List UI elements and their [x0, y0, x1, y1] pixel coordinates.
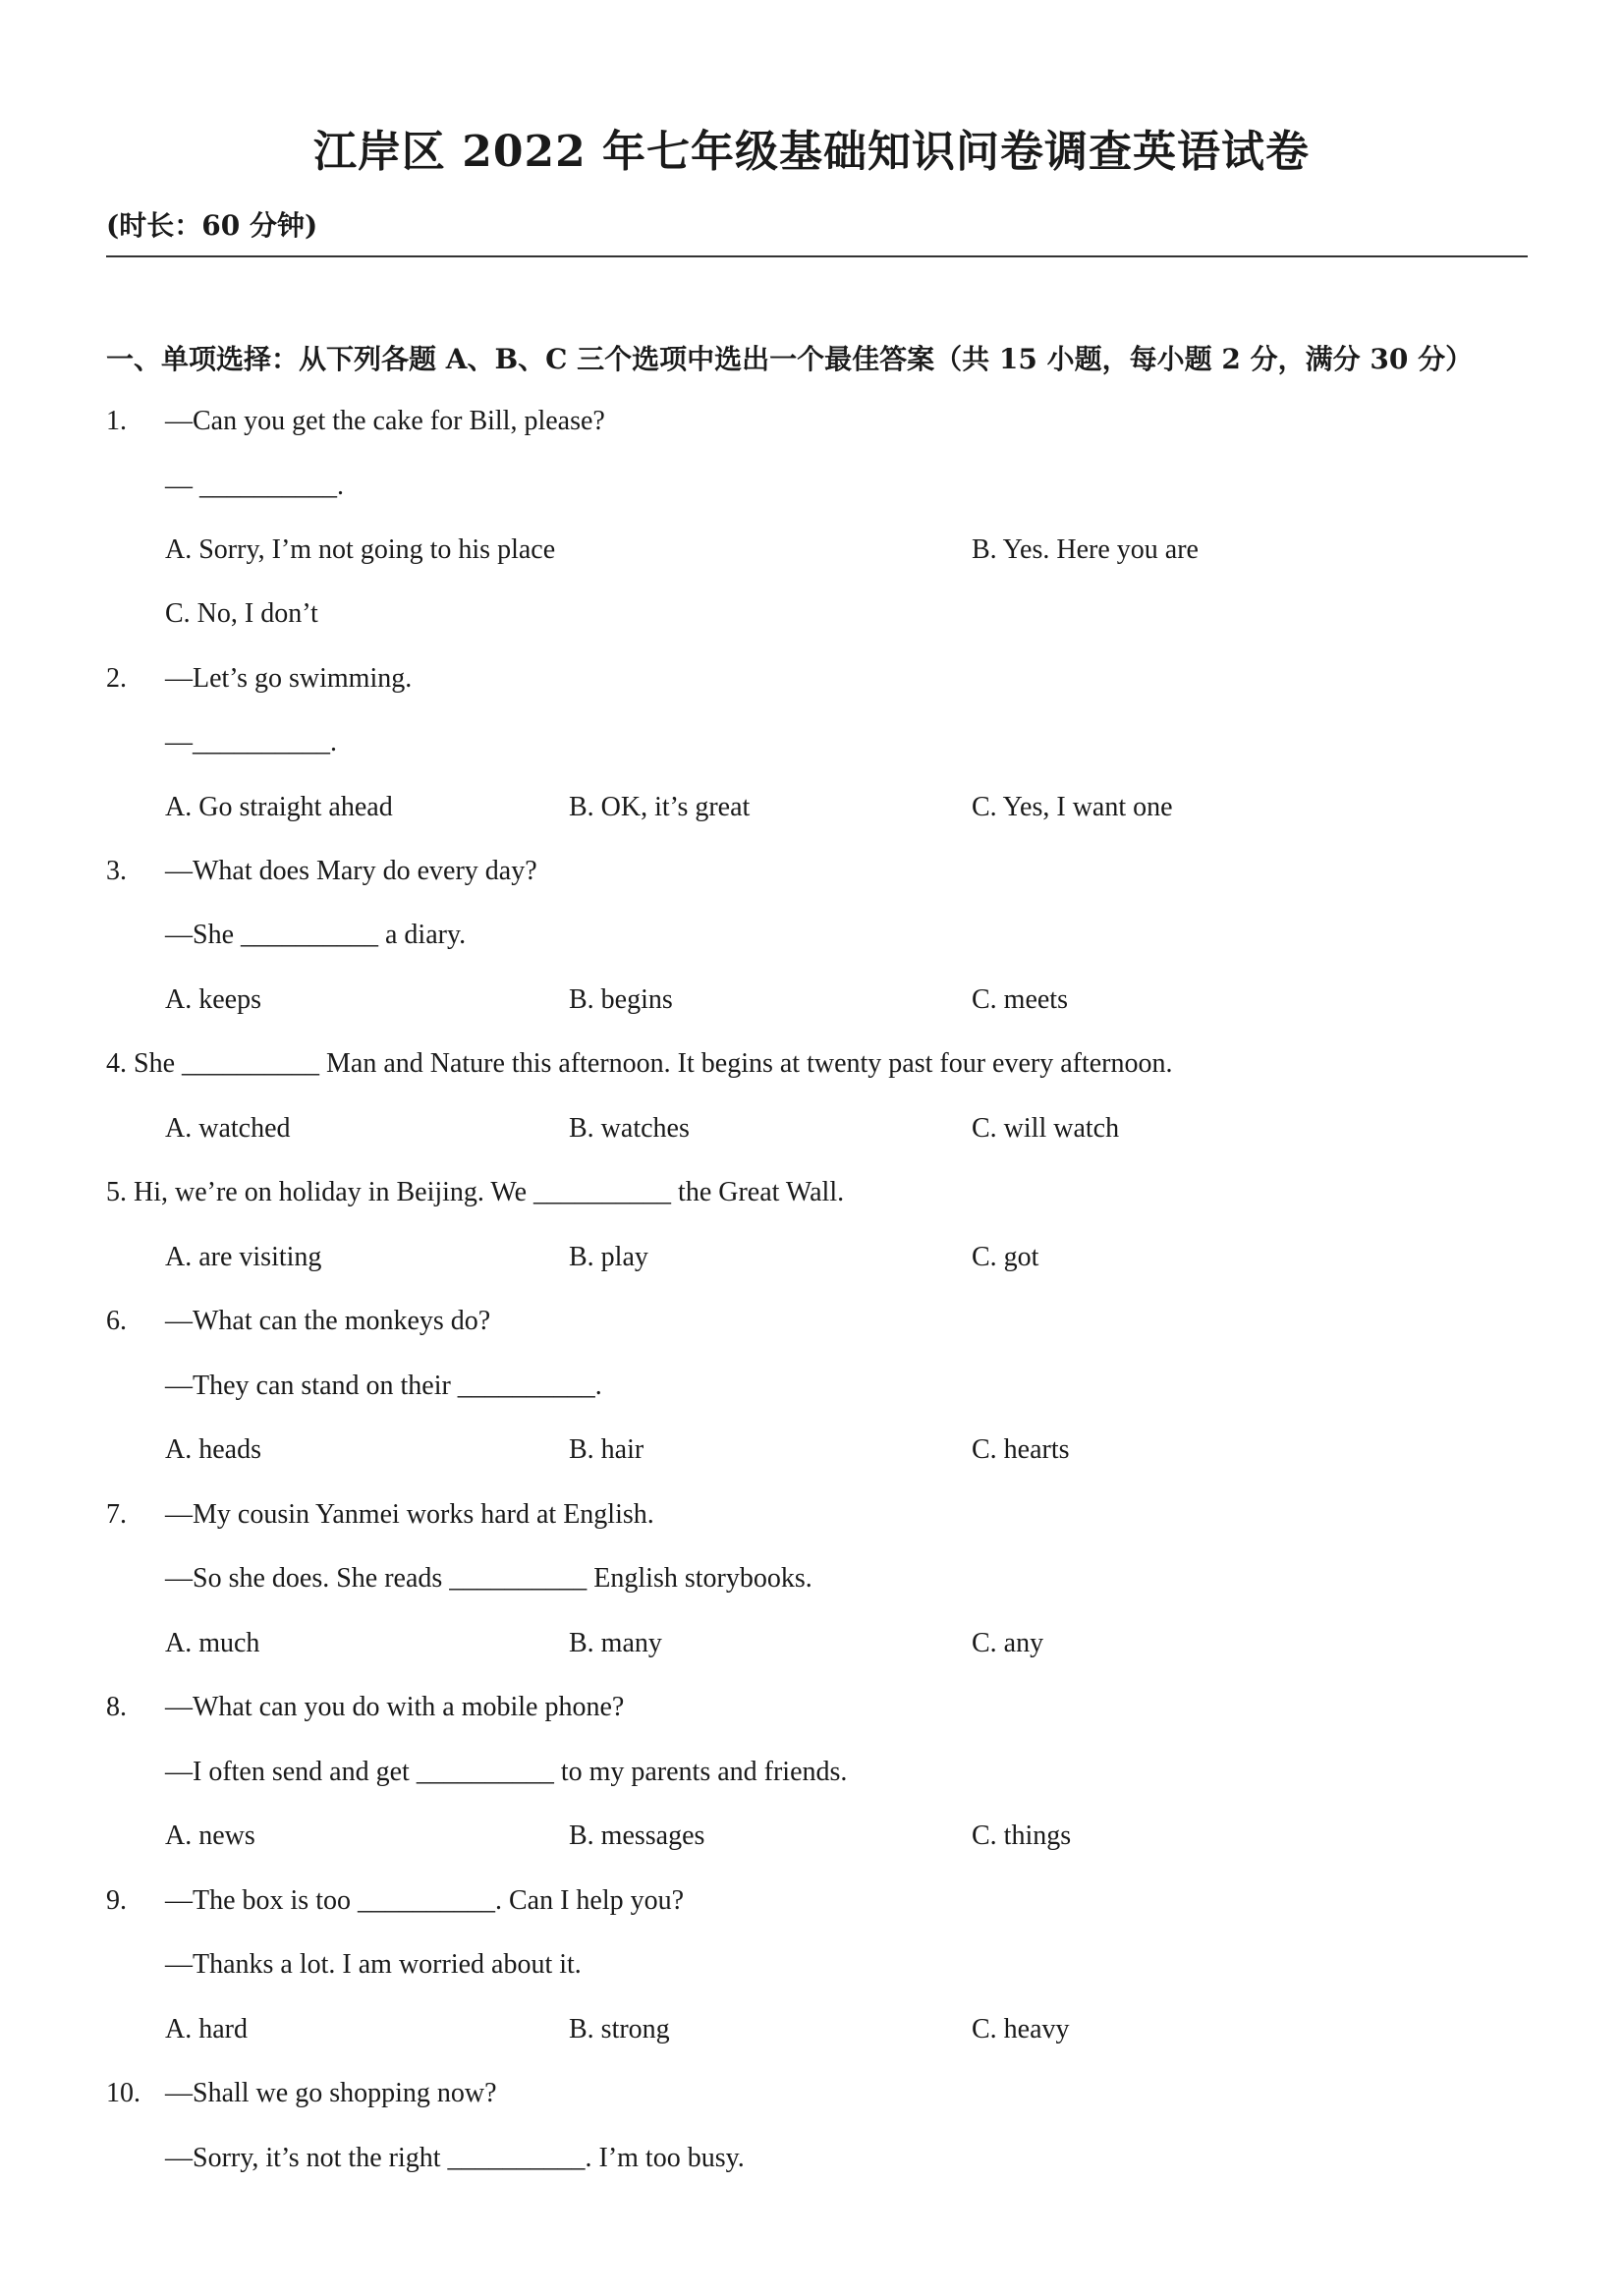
question-stem: —Can you get the cake for Bill, please?	[165, 406, 605, 436]
question-response: —__________.	[165, 727, 337, 757]
option-b: B. play	[569, 1242, 648, 1272]
option-c: C. things	[972, 1820, 1072, 1851]
question-number: 1.	[106, 406, 127, 436]
option-c: C. heavy	[972, 2014, 1070, 2044]
question-response: —Sorry, it’s not the right __________. I’m too busy.	[165, 2143, 745, 2173]
question-response: —They can stand on their __________.	[165, 1371, 602, 1401]
option-c: C. Yes, I want one	[972, 792, 1173, 822]
option-b: B. strong	[569, 2014, 670, 2044]
option-b: B. messages	[569, 1820, 705, 1851]
question-stem: —What can the monkeys do?	[165, 1306, 491, 1336]
option-b: B. hair	[569, 1434, 644, 1465]
option-c: C. any	[972, 1628, 1044, 1658]
option-a: A. Go straight ahead	[165, 792, 393, 822]
option-a: A. watched	[165, 1113, 291, 1144]
question-stem: —My cousin Yanmei works hard at English.	[165, 1499, 654, 1530]
option-c: C. meets	[972, 984, 1068, 1015]
option-a: A. heads	[165, 1434, 261, 1465]
question-number: 3.	[106, 856, 127, 886]
question-stem: 4. She __________ Man and Nature this afternoon. It begins at twenty past four every afternoon.	[106, 1048, 1173, 1079]
option-a: A. news	[165, 1820, 255, 1851]
option-a: A. Sorry, I’m not going to his place	[165, 534, 556, 565]
option-a: A. hard	[165, 2014, 248, 2044]
question-response: — __________.	[165, 471, 344, 501]
question-stem: —What does Mary do every day?	[165, 856, 537, 886]
question-stem: —Shall we go shopping now?	[165, 2078, 497, 2108]
exam-duration: (时长：60 分钟)	[106, 209, 318, 242]
option-b: B. begins	[569, 984, 673, 1015]
option-c: C. hearts	[972, 1434, 1070, 1465]
question-number: 6.	[106, 1306, 127, 1336]
option-b: B. OK, it’s great	[569, 792, 751, 822]
question-number: 2.	[106, 663, 127, 694]
option-a: A. much	[165, 1628, 260, 1658]
option-b: B. many	[569, 1628, 662, 1658]
question-response: —I often send and get __________ to my parents and friends.	[165, 1757, 848, 1787]
option-c: C. will watch	[972, 1113, 1120, 1144]
section-heading: 一、单项选择：从下列各题 A、B、C 三个选项中选出一个最佳答案（共 15 小题，每小题 2 分，满分 30 分）	[106, 343, 1474, 375]
option-c: C. got	[972, 1242, 1039, 1272]
question-stem: —Let’s go swimming.	[165, 663, 413, 694]
question-number: 10.	[106, 2078, 140, 2108]
question-number: 7.	[106, 1499, 127, 1530]
question-stem: —The box is too __________. Can I help you?	[165, 1885, 685, 1916]
question-number: 9.	[106, 1885, 127, 1916]
option-a: A. keeps	[165, 984, 261, 1015]
header-divider	[106, 255, 1528, 257]
question-response: —Thanks a lot. I am worried about it.	[165, 1949, 582, 1980]
question-response: —So she does. She reads __________ English storybooks.	[165, 1563, 812, 1594]
option-c: C. No, I don’t	[165, 598, 318, 629]
question-response: —She __________ a diary.	[165, 920, 467, 950]
exam-title: 江岸区 2022 年七年级基础知识问卷调查英语试卷	[312, 127, 1311, 177]
option-b: B. watches	[569, 1113, 690, 1144]
question-stem: 5. Hi, we’re on holiday in Beijing. We __________ the Great Wall.	[106, 1177, 845, 1207]
option-a: A. are visiting	[165, 1242, 322, 1272]
question-stem: —What can you do with a mobile phone?	[165, 1692, 625, 1722]
option-b: B. Yes. Here you are	[972, 534, 1199, 565]
question-number: 8.	[106, 1692, 127, 1722]
